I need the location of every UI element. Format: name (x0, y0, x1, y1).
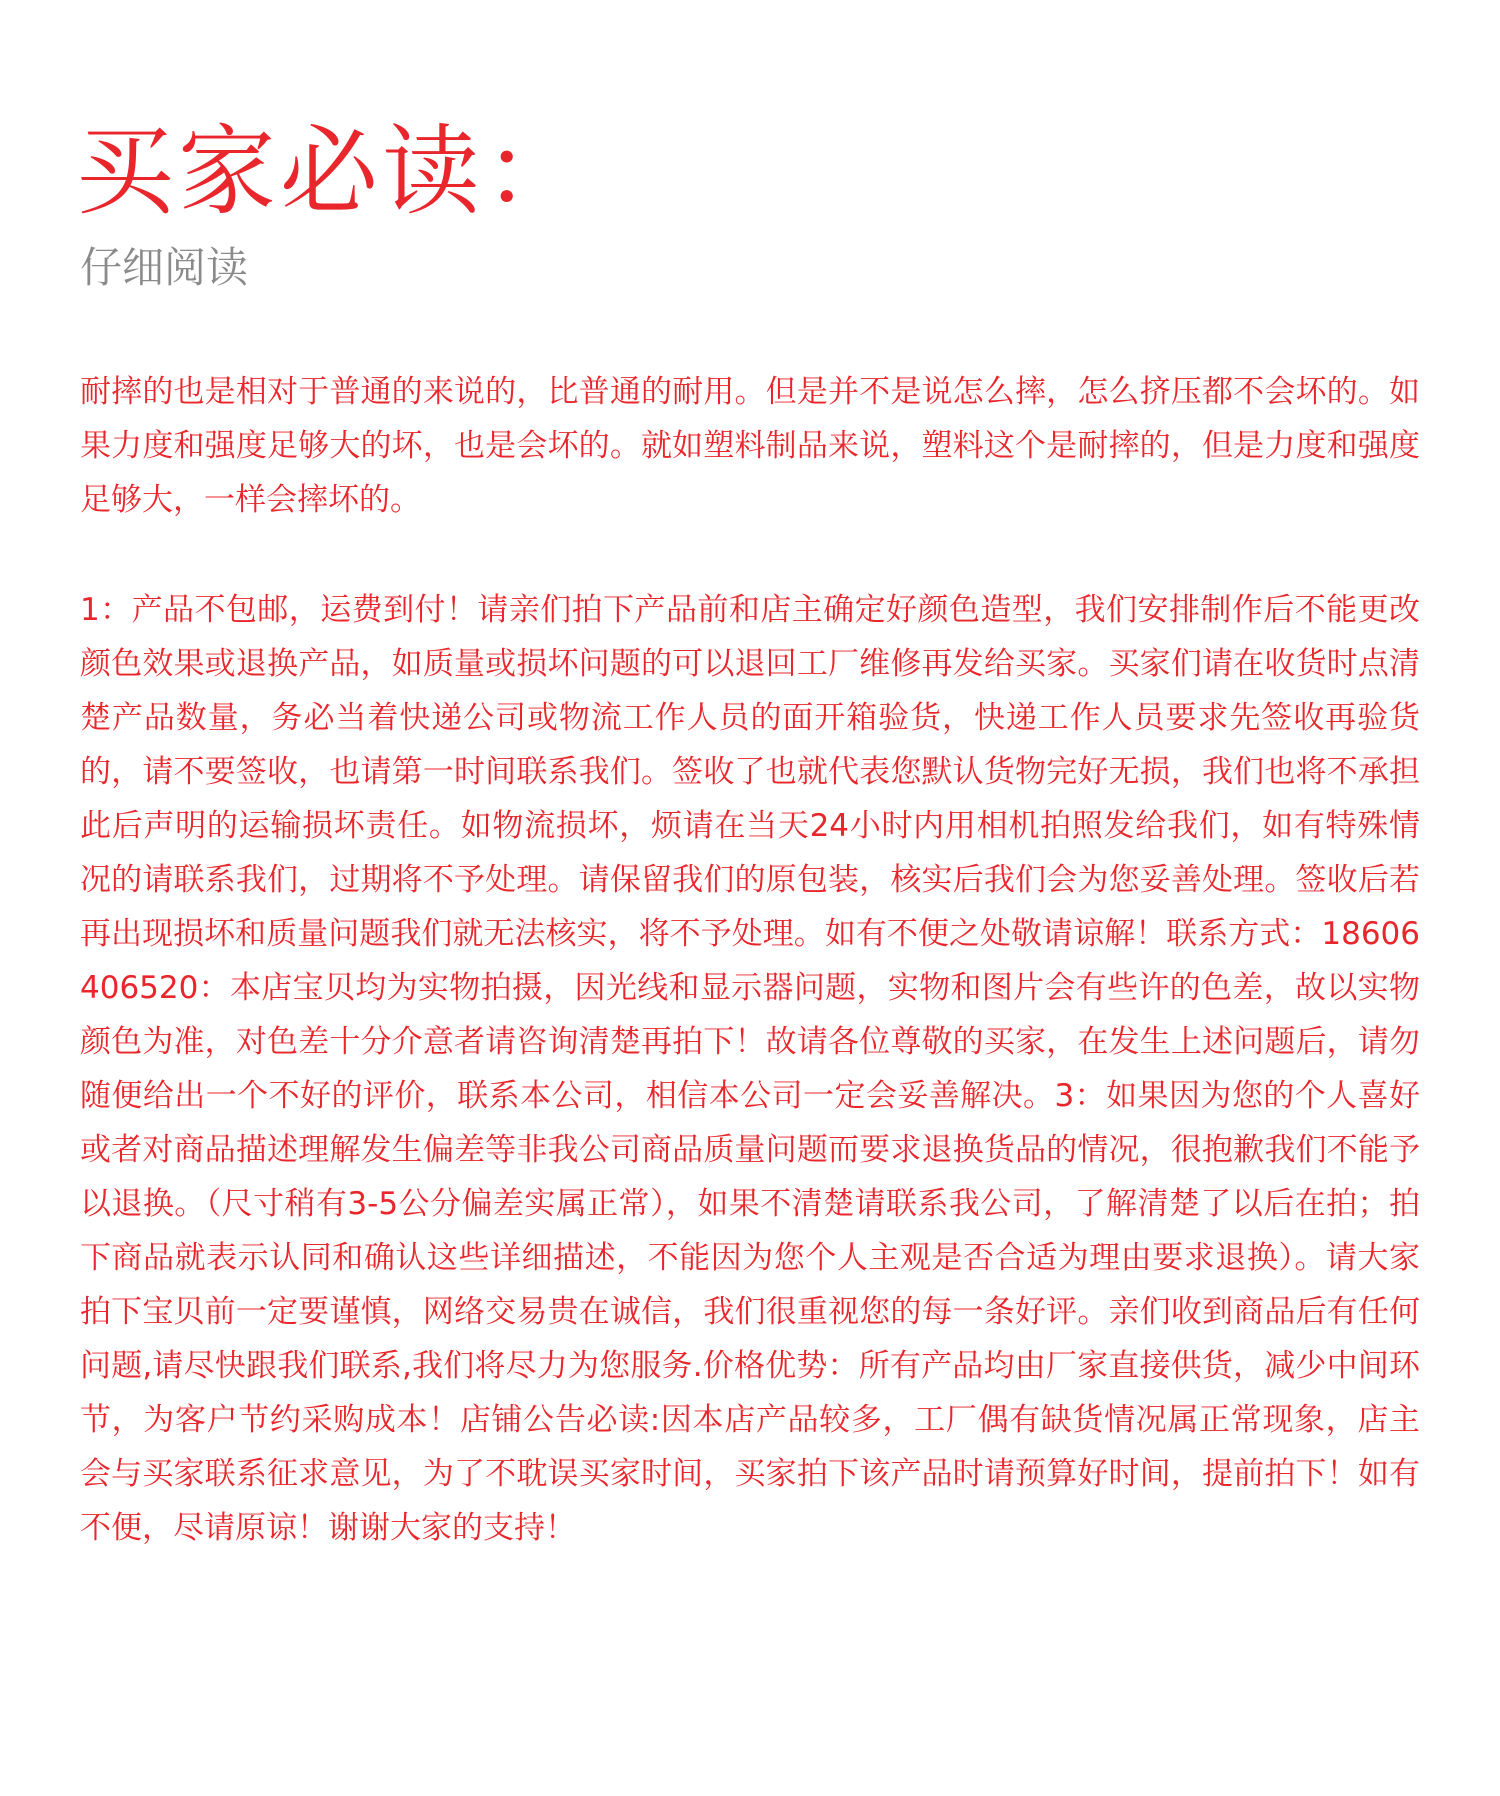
page-title: 买家必读： (76, 115, 587, 229)
page-subtitle: 仔细阅读 (80, 243, 249, 292)
policy-paragraph: 1：产品不包邮，运费到付！请亲们拍下产品前和店主确定好颜色造型，我们安排制作后不能更改颜色效果或退换产品，如质量或损坏问题的可以退回工厂维修再发给买家。买家们请在收货时点清楚产品数量，务必当着快递公司或物流工作人员的面开箱验货，快递工作人员要求先签收再验货的，请不要签收，也请第一时间联系我们。签收了也就代表您默认货物完好无损，我们也将不承担此后声明的运输损坏责任。如物流损坏，烦请在当天24小时内用相机拍照发给我们，如有特殊情况的请联系我们，过期将不予处理。请保留我们的原包装，核实后我们会为您妥善处理。签收后若再出现损坏和质量问题我们就无法核实，将不予处理。如有不便之处敬请谅解！联系方式：18606406520：本店宝贝均为实物拍摄，因光线和显示器问题，实物和图片会有些许的色差，故以实物颜色为准，对色差十分介意者请咨询清楚再拍下！故请各位尊敬的买家，在发生上述问题后，请勿随便给出一个不好的评价，联系本公司，相信本公司一定会妥善解决。3：如果因为您的个人喜好或者对商品描述理解发生偏差等非我公司商品质量问题而要求退换货品的情况，很抱歉我们不能予以退换。（尺寸稍有3-5公分偏差实属正常），如果不清楚请联系我公司，了解清楚了以后在拍；拍下商品就表示认同和确认这些详细描述，不能因为您个人主观是否合适为理由要求退换）。请大家拍下宝贝前一定要谨慎，网络交易贵在诚信，我们很重视您的每一条好评。亲们收到商品后有任何问题,请尽快跟我们联系,我们将尽力为您服务.价格优势：所有产品均由厂家直接供货，减少中间环节，为客户节约采购成本！店铺公告必读:因本店产品较多，工厂偶有缺货情况属正常现象，店主会与买家联系征求意见，为了不耽误买家时间，买家拍下该产品时请预算好时间，提前拍下！如有不便，尽请原谅！谢谢大家的支持！ (80, 592, 1420, 1546)
durability-paragraph: 耐摔的也是相对于普通的来说的，比普通的耐用。但是并不是说怎么摔，怎么挤压都不会坏的。如果力度和强度足够大的坏，也是会坏的。就如塑料制品来说，塑料这个是耐摔的，但是力度和强度足够大，一样会摔坏的。 (80, 374, 1420, 518)
